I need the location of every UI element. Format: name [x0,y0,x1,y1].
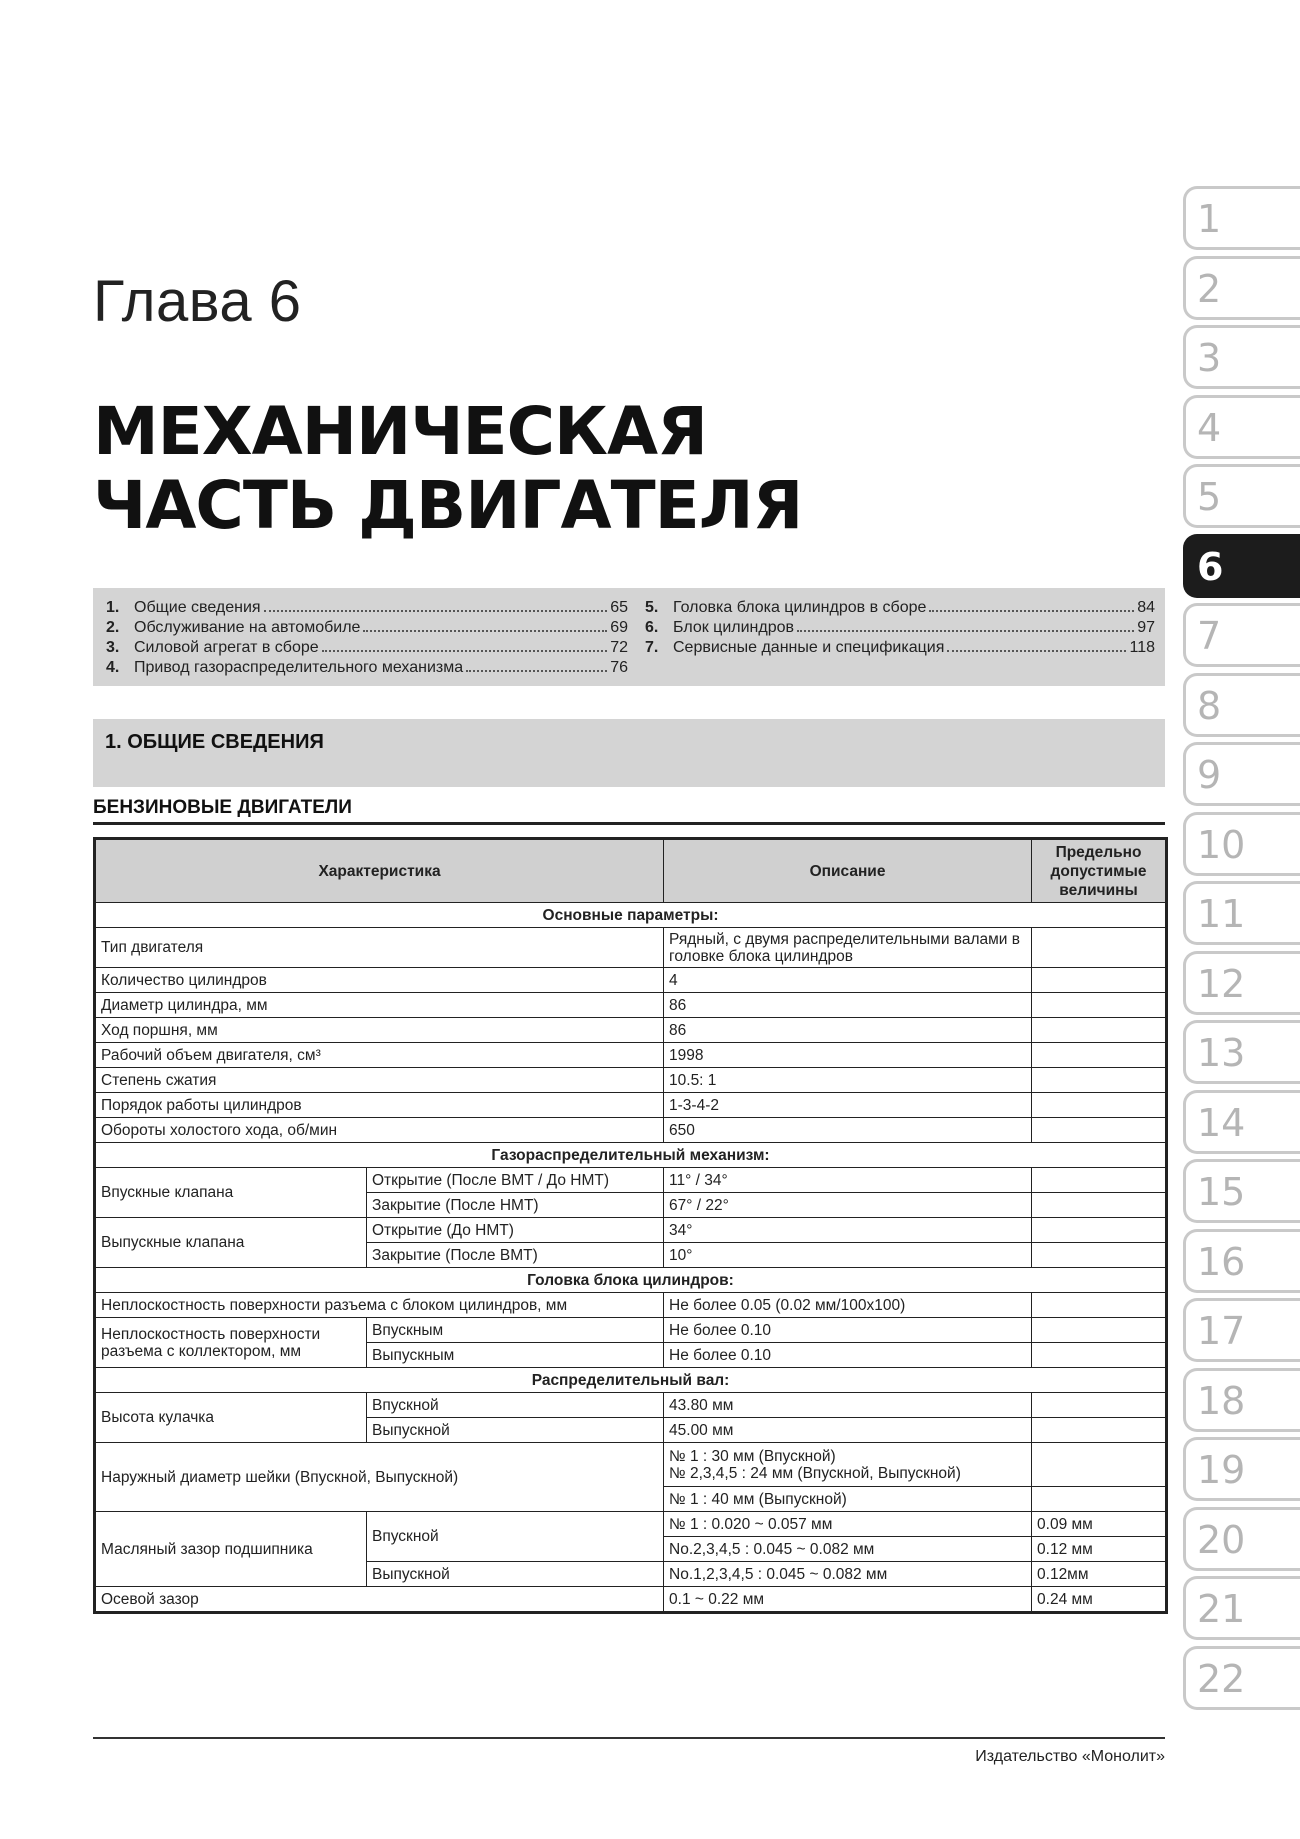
table-row [95,1268,1167,1293]
chapter-title-line: ЧАСТЬ ДВИГАТЕЛЯ [93,467,803,544]
section-title: 1. ОБЩИЕ СВЕДЕНИЯ [105,731,324,753]
param-limit [1032,1093,1167,1118]
tab-chapter-20[interactable]: 20 [1183,1507,1300,1571]
table-row [95,1068,1167,1093]
param-value: Рядный, с двумя распределительными валами в головке блока цилиндров [664,928,1032,968]
tab-chapter-21[interactable]: 21 [1183,1576,1300,1640]
param-limit [1032,1293,1167,1318]
table-row [95,1218,1167,1243]
table-row [95,968,1167,993]
table-row [95,1293,1167,1318]
toc-page: 65 [610,599,628,616]
param-name: Выпускные клапана [95,1218,367,1268]
table-row [95,1512,1167,1537]
toc-leader [322,638,608,652]
param-sub: Закрытие (После ВМТ) [367,1243,664,1268]
table-row [95,1018,1167,1043]
toc-title: Сервисные данные и спецификация [673,639,945,656]
tab-chapter-18[interactable]: 18 [1183,1368,1300,1432]
param-sub: Закрытие (После НМТ) [367,1193,664,1218]
toc-entry[interactable] [106,598,628,618]
tab-chapter-4[interactable]: 4 [1183,395,1300,459]
param-value: 0.1 ~ 0.22 мм [664,1587,1032,1613]
subsection-title: БЕНЗИНОВЫЕ ДВИГАТЕЛИ [93,797,352,818]
spec-table [93,837,1168,1614]
table-row [95,1443,1167,1487]
toc-page: 72 [610,639,628,656]
tab-chapter-19[interactable]: 19 [1183,1437,1300,1501]
toc-page: 76 [610,659,628,676]
table-row [95,1168,1167,1193]
param-value: Не более 0.10 [664,1318,1032,1343]
param-name: Тип двигателя [95,928,664,968]
group-header: Газораспределительный механизм: [95,1143,1167,1168]
param-limit [1032,1343,1167,1368]
param-name: Диаметр цилиндра, мм [95,993,664,1018]
toc-leader [363,618,607,632]
param-sub: Выпускной [367,1418,664,1443]
toc-title: Общие сведения [134,599,261,616]
toc-page: 118 [1129,639,1155,656]
table-row [95,1093,1167,1118]
param-name: Обороты холостого хода, об/мин [95,1118,664,1143]
param-limit [1032,1193,1167,1218]
table-row [95,1318,1167,1343]
toc-leader [947,638,1126,652]
table-row [95,1043,1167,1068]
param-limit [1032,1218,1167,1243]
header-limits: Предельно допустимые величины [1032,839,1167,903]
table-row [95,928,1167,968]
param-value: No.2,3,4,5 : 0.045 ~ 0.082 мм [664,1537,1032,1562]
toc-leader [264,598,608,612]
toc-leader [929,598,1134,612]
value-line: № 2,3,4,5 : 24 мм (Впускной, Выпускной) [669,1464,961,1482]
toc-number: 1. [106,599,120,616]
tab-chapter-17[interactable]: 17 [1183,1298,1300,1362]
param-sub: Впускной [367,1393,664,1418]
tab-chapter-7[interactable]: 7 [1183,603,1300,667]
param-limit [1032,1443,1167,1487]
param-sub: Выпускной [367,1562,664,1587]
param-name: Масляный зазор подшипника [95,1512,367,1587]
toc-entry[interactable] [106,638,628,658]
divider [93,822,1165,825]
param-limit [1032,1393,1167,1418]
toc-page: 69 [610,619,628,636]
toc-title: Силовой агрегат в сборе [134,639,319,656]
param-value: Не более 0.05 (0.02 мм/100х100) [664,1293,1032,1318]
toc-page: 97 [1137,619,1155,636]
param-value: 650 [664,1118,1032,1143]
table-row [95,1393,1167,1418]
chapter-title-line: МЕХАНИЧЕСКАЯ [93,393,707,470]
group-header: Головка блока цилиндров: [95,1268,1167,1293]
toc-number: 2. [106,619,120,636]
toc-number: 4. [106,659,120,676]
param-name: Количество цилиндров [95,968,664,993]
param-value [664,1443,1032,1487]
param-value: No.1,2,3,4,5 : 0.045 ~ 0.082 мм [664,1562,1032,1587]
param-name: Наружный диаметр шейки (Впускной, Выпускной) [95,1443,664,1512]
header-description: Описание [664,839,1032,903]
param-name: Степень сжатия [95,1068,664,1093]
header-characteristic: Характеристика [95,839,664,903]
table-row [95,1143,1167,1168]
param-limit [1032,1043,1167,1068]
tab-chapter-6[interactable]: 6 [1183,534,1300,598]
toc-entry[interactable] [645,598,1155,618]
tab-chapter-2[interactable]: 2 [1183,256,1300,320]
param-limit [1032,1318,1167,1343]
value-line: № 1 : 30 мм (Впускной) [669,1447,836,1465]
toc-leader [466,658,607,672]
param-limit [1032,1168,1167,1193]
param-value: № 1 : 40 мм (Выпускной) [664,1487,1032,1512]
tab-chapter-1[interactable]: 1 [1183,186,1300,250]
param-name: Рабочий объем двигателя, см³ [95,1043,664,1068]
toc-entry[interactable] [645,618,1155,638]
param-value: 34° [664,1218,1032,1243]
param-limit [1032,1018,1167,1043]
param-sub: Выпускным [367,1343,664,1368]
table-row [95,993,1167,1018]
param-limit [1032,1243,1167,1268]
param-sub: Впускным [367,1318,664,1343]
param-value: 10.5: 1 [664,1068,1032,1093]
param-name: Неплоскостность поверхности разъема с блоком цилиндров, мм [95,1293,664,1318]
param-value: № 1 : 0.020 ~ 0.057 мм [664,1512,1032,1537]
param-value: 45.00 мм [664,1418,1032,1443]
toc-title: Привод газораспределительного механизма [134,659,464,676]
toc-number: 6. [645,619,659,636]
param-value: 4 [664,968,1032,993]
param-limit [1032,928,1167,968]
param-limit: 0.09 мм [1032,1512,1167,1537]
toc-leader [797,618,1134,632]
param-limit [1032,968,1167,993]
param-value: 67° / 22° [664,1193,1032,1218]
param-name: Ход поршня, мм [95,1018,664,1043]
param-limit [1032,993,1167,1018]
toc-entry[interactable] [106,658,628,678]
param-name: Неплоскостность поверхности разъема с коллектором, мм [95,1318,367,1368]
param-value: 43.80 мм [664,1393,1032,1418]
publisher: Издательство «Монолит» [975,1748,1165,1765]
tab-chapter-13[interactable]: 13 [1183,1020,1300,1084]
param-limit [1032,1118,1167,1143]
tab-chapter-15[interactable]: 15 [1183,1159,1300,1223]
group-header: Распределительный вал: [95,1368,1167,1393]
section-header [93,719,1165,787]
toc-page: 84 [1137,599,1155,616]
param-value: 1998 [664,1043,1032,1068]
tab-chapter-5[interactable]: 5 [1183,464,1300,528]
chapter-title [93,395,802,543]
param-value: 86 [664,993,1032,1018]
chapter-label: Глава 6 [93,269,302,334]
group-header: Основные параметры: [95,903,1167,928]
param-sub: Открытие (После ВМТ / До НМТ) [367,1168,664,1193]
toc-title: Блок цилиндров [673,619,795,636]
toc-number: 3. [106,639,120,656]
toc-number: 5. [645,599,659,616]
param-name: Порядок работы цилиндров [95,1093,664,1118]
tab-chapter-16[interactable]: 16 [1183,1229,1300,1293]
param-value: 86 [664,1018,1032,1043]
toc-number: 7. [645,639,659,656]
param-limit: 0.24 мм [1032,1587,1167,1613]
param-limit [1032,1068,1167,1093]
tab-chapter-8[interactable]: 8 [1183,673,1300,737]
toc-title: Головка блока цилиндров в сборе [673,599,927,616]
tab-chapter-22[interactable]: 22 [1183,1646,1300,1710]
table-row [95,1587,1167,1613]
footer-divider [93,1737,1165,1739]
toc-entry[interactable] [106,618,628,638]
param-value: 11° / 34° [664,1168,1032,1193]
table-of-contents [93,588,1165,686]
param-name: Осевой зазор [95,1587,664,1613]
table-row [95,1118,1167,1143]
table-row [95,1368,1167,1393]
tab-chapter-3[interactable]: 3 [1183,325,1300,389]
param-limit: 0.12мм [1032,1562,1167,1587]
param-sub: Впускной [367,1512,664,1562]
tab-chapter-12[interactable]: 12 [1183,951,1300,1015]
param-limit: 0.12 мм [1032,1537,1167,1562]
tab-chapter-14[interactable]: 14 [1183,1090,1300,1154]
toc-entry[interactable] [645,638,1155,658]
param-sub: Открытие (До НМТ) [367,1218,664,1243]
tab-chapter-10[interactable]: 10 [1183,812,1300,876]
param-value: 1-3-4-2 [664,1093,1032,1118]
param-value: Не более 0.10 [664,1343,1032,1368]
tab-chapter-11[interactable]: 11 [1183,881,1300,945]
param-name: Высота кулачка [95,1393,367,1443]
param-limit [1032,1418,1167,1443]
param-limit [1032,1487,1167,1512]
tab-chapter-9[interactable]: 9 [1183,742,1300,806]
param-value: 10° [664,1243,1032,1268]
toc-title: Обслуживание на автомобиле [134,619,361,636]
param-name: Впускные клапана [95,1168,367,1218]
